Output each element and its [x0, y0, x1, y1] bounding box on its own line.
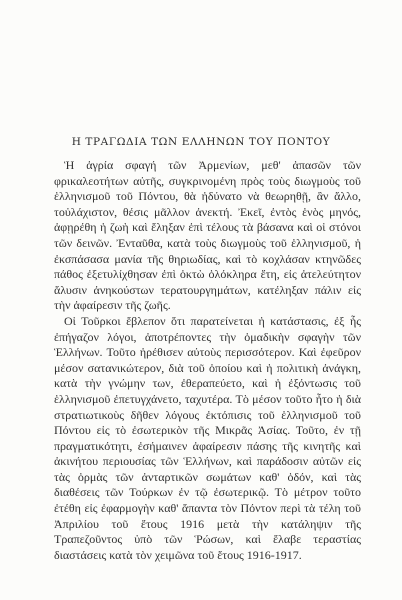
paragraph: Ἡ ἀγρία σφαγή τῶν Ἀρμενίων, μεθ' ἁπασῶν τῶν φρικαλεοτήτων αὐτῆς, συγκρινομένη πρὸς τοὺς διωγμοὺς τοῦ ἑλληνισμοῦ τοῦ Πόντου, θὰ ἠδύνατο νὰ θεωρηθῇ, ἂν ἄλλο, τοὐλάχιστον, θέσις μᾶλλον ἀνεκτή. Ἐκεῖ, ἐντὸς ἑνὸς μηνός, ἀφῃρέθη ἡ ζωὴ καὶ ἔληξαν ἐπὶ τέλους τὰ βάσανα καὶ οἱ στόνοι τῶν δεινῶν. Ἐνταῦθα, κατὰ τοὺς διωγμοὺς τοῦ ἑλληνισμοῦ, ἡ ἐκσπάσασα μανία τῆς θηριωδίας, καὶ τὸ κοχλάσαν κτηνῶδες πάθος ἐξετυλίχθησαν ἐπὶ ὀκτὼ ὁλόκληρα ἔτη, εἰς ἀτελεύτητον ἅλυσιν ἀνηκούστων τερατουργημάτων, κατέληξαν πάλιν εἰς τὴν ἀφαίρεσιν τῆς ζωῆς. — [54, 158, 361, 313]
chapter-heading: Η ΤΡΑΓΩΔΙΑ ΤΩΝ ΕΛΛΗΝΩΝ ΤΟΥ ΠΟΝΤΟΥ — [71, 136, 331, 148]
paragraph: Οἱ Τοῦρκοι ἔβλεπον ὅτι παρατείνεται ἡ κατάστασις, ἐξ ἧς ἐπήγαζον λόγοι, ἀποτρέποντες τὴν ὁμαδικὴν σφαγὴν τῶν Ἑλλήνων. Τοῦτο ἠρέθισεν αὐτοὺς περισσότερον. Καὶ ἐφεῦρον μέσον σατανικώτερον, διὰ τοῦ ὁποίου καὶ ἡ πολιτικὴ ἀνάγκη, κατὰ τὴν γνώμην των, ἐθεραπεύετο, καὶ ἡ ἐξόντωσις τοῦ ἑλληνισμοῦ ἐπετυγχάνετο, ταχυτέρα. Τὸ μέσον τοῦτο ἦτο ἡ διὰ στρατιωτικοὺς δῆθεν λόγους ἐκτόπισις τοῦ ἑλληνισμοῦ τοῦ Πόντου εἰς τὸ ἐσωτερικὸν τῆς Μικρᾶς Ἀσίας. Τοῦτο, ἐν τῇ πραγματικότητι, ἐσήμαινεν ἀφαίρεσιν πάσης τῆς κινητῆς καὶ ἀκινήτου περιουσίας τῶν Ἑλλήνων, καὶ παράδοσιν αὐτῶν εἰς τὰς ὁρμὰς τῶν ἀνταρτικῶν σωμάτων καθ' ὁδόν, καὶ τὰς διαθέσεις τῶν Τούρκων ἐν τῷ ἐσωτερικῷ. Τὸ μέτρον τοῦτο ἐτέθη εἰς ἐφαρμογὴν καθ' ἅπαντα τὸν Πόντον περὶ τὰ τέλη τοῦ Ἀπριλίου τοῦ ἔτους 1916 μετὰ τὴν κατάληψιν τῆς Τραπεζοῦντος ὑπὸ τῶν Ῥώσων, καὶ ἔλαβε τεραστίας διαστάσεις κατὰ τὸν χειμῶνα τοῦ ἔτους 1916-1917. — [54, 313, 361, 562]
body-text — [54, 158, 361, 563]
